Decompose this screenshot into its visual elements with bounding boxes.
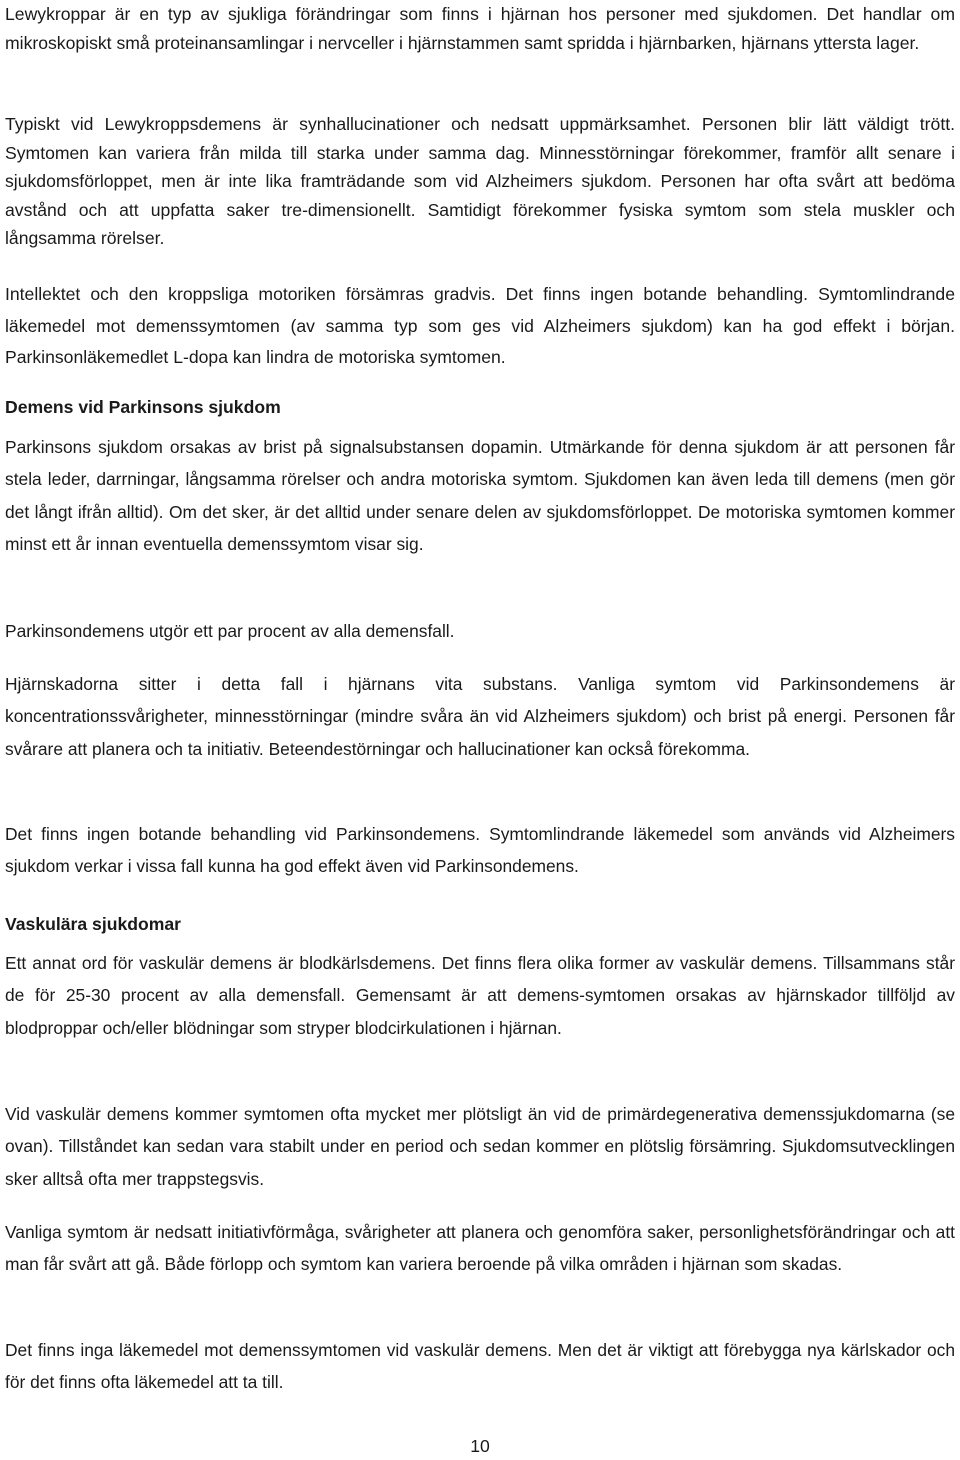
- paragraph-lewy-bodies: Lewykroppar är en typ av sjukliga förändringar som finns i hjärnan hos personer med sjukdomen. Det handlar om mikroskopiskt små proteinansamlingar i nervceller i hjärnstammen samt spridda i hjärnbarken, hjärnans yttersta lager.: [5, 4, 955, 53]
- paragraph-parkinson-cause: Parkinsons sjukdom orsakas av brist på signalsubstansen dopamin. Utmärkande för denna sjukdom är att personen får stela leder, darrningar, långsamma rörelser och andra motoriska symtom. Sjukdomen kan även leda till demens (men gör det långt ifrån alltid). Om det sker, är det alltid under senare delen av sjukdomsförloppet. De motoriska symtomen kommer minst ett år innan eventuella demenssymtom visar sig.: [5, 437, 955, 555]
- paragraph-parkinson-symptoms: Hjärnskadorna sitter i detta fall i hjärnans vita substans. Vanliga symtom vid Parkinsondemens är koncentrationssvårigheter, minnesstörningar (mindre svåra än vid Alzheimers sjukdom) och brist på energi. Personen får svårare att planera och ta initiativ. Beteendestörningar och hallucinationer kan också förekomma.: [5, 674, 955, 759]
- paragraph-parkinson-prevalence: Parkinsondemens utgör ett par procent av alla demensfall.: [5, 621, 455, 641]
- document-page: [5, 0, 955, 1460]
- heading-vascular-diseases: Vaskulära sjukdomar: [5, 914, 182, 934]
- heading-parkinson-dementia: Demens vid Parkinsons sjukdom: [5, 397, 281, 417]
- paragraph-vascular-onset: Vid vaskulär demens kommer symtomen ofta mycket mer plötsligt än vid de primärdegenerativa demenssjukdomarna (se ovan). Tillståndet kan sedan vara stabilt under en period och sedan kommer en plötslig försämring. Sjukdomsutvecklingen sker alltså ofta mer trappstegsvis.: [5, 1104, 955, 1189]
- paragraph-parkinson-treatment: Det finns ingen botande behandling vid Parkinsondemens. Symtomlindrande läkemedel som används vid Alzheimers sjukdom verkar i vissa fall kunna ha god effekt även vid Parkinsondemens.: [5, 824, 955, 877]
- paragraph-lewy-symptoms: Typiskt vid Lewykroppsdemens är synhallucinationer och nedsatt uppmärksamhet. Personen blir lätt väldigt trött. Symtomen kan variera från milda till starka under samma dag. Minnesstörningar förekommer, framför allt senare i sjukdomsförloppet, men är inte lika framträdande som vid Alzheimers sjukdom. Personen har ofta svårt att bedöma avstånd och att uppfatta saker tre-dimensionellt. Samtidigt förekommer fysiska symtom som stela muskler och långsamma rörelser.: [5, 114, 955, 248]
- paragraph-vascular-treatment: Det finns inga läkemedel mot demenssymtomen vid vaskulär demens. Men det är viktigt att förebygga nya kärlskador och för det finns ofta läkemedel att ta till.: [5, 1340, 955, 1393]
- page-number: 10: [470, 1436, 490, 1456]
- paragraph-lewy-treatment: Intellektet och den kroppsliga motoriken försämras gradvis. Det finns ingen botande behandling. Symtomlindrande läkemedel mot demenssymtomen (av samma typ som ges vid Alzheimers sjukdom) kan ha god effekt i början. Parkinsonläkemedlet L-dopa kan lindra de motoriska symtomen.: [5, 284, 955, 368]
- paragraph-vascular-definition: Ett annat ord för vaskulär demens är blodkärlsdemens. Det finns flera olika former av vaskulär demens. Tillsammans står de för 25-30 procent av alla demensfall. Gemensamt är att demens-symtomen orsakas av hjärnskador tillföljd av blodproppar och/eller blödningar som stryper blodcirkulationen i hjärnan.: [5, 953, 955, 1038]
- paragraph-vascular-symptoms: Vanliga symtom är nedsatt initiativförmåga, svårigheter att planera och genomföra saker, personlighetsförändringar och att man får svårt att gå. Både förlopp och symtom kan variera beroende på vilka områden i hjärnan som skadas.: [5, 1222, 955, 1275]
